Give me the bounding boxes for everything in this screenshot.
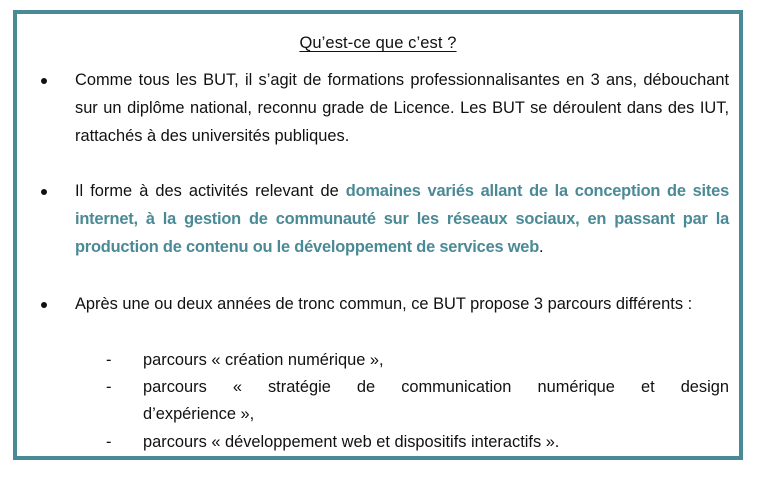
activites-end: . [539,238,544,256]
parcours-item-developpement: parcours « développement web et dispositifs interactifs ». [143,433,560,451]
activites-highlight: domaines variés allant de la conception de sites internet, à la gestion de communauté sur les réseaux sociaux, en passant par la production de contenu ou le développement de services web [75,182,729,256]
section-title: Qu’est-ce que c’est ? [299,34,457,52]
parcours-item-strategie: parcours « stratégie de communication numérique et design [143,378,729,396]
parcours-item-strategie-cont: d’expérience », [143,405,255,423]
paragraph-formation: Comme tous les BUT, il s’agit de formations professionnalisantes en 3 ans, débouchant sur un diplôme national, reconnu grade de Licence. Les BUT se déroulent dans des IUT, rattachés à des universités publiques. [75,71,729,145]
dash-marker: - [106,351,112,369]
bullet-icon [41,78,47,84]
dash-marker: - [106,378,112,396]
activites-intro: Il forme à des activités relevant de [75,182,346,200]
parcours-item-creation: parcours « création numérique », [143,351,384,369]
bullet-icon [41,189,47,195]
info-box [13,10,743,460]
paragraph-activites [75,177,729,261]
dash-marker: - [106,433,112,451]
bullet-icon [41,302,47,308]
paragraph-parcours: Après une ou deux années de tronc commun, ce BUT propose 3 parcours différents : [75,295,693,313]
